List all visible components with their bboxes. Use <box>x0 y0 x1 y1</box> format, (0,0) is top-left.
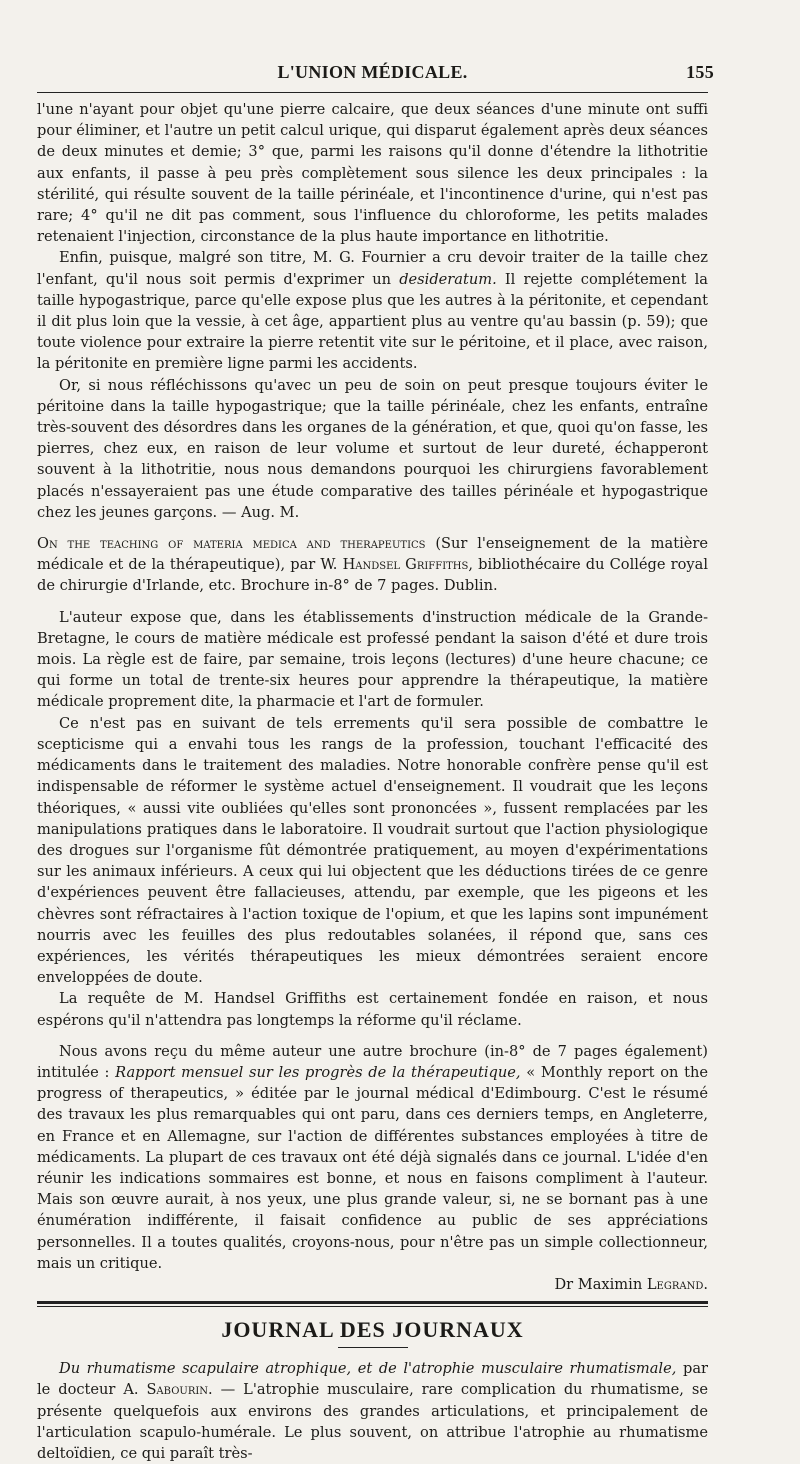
paragraph-course: L'auteur expose que, dans les établissements d'instruction médicale de la Grande-Bretagne, le cours de matière médicale est professé pendant la saison d'été et dure trois mois. La règle est de faire, par semaine, trois leçons (lectures) d'une heure chacune; ce qui forme un total de trente-six heures pour apprendre la thérapeutique, la matière médicale proprement dite, la pharmacie et l'art de formuler. <box>37 608 708 711</box>
journal-title: L'UNION MÉDICALE. <box>277 62 468 82</box>
review-title: On the teaching of materia medica and therapeutics <box>37 535 426 553</box>
paragraph-rhumatisme: Du rhumatisme scapulaire atrophique, et de l'atrophie musculaire rhumatismale, par le docteur A. Sabourin. — L'atrophie musculaire, rare complication du rhumatisme, se présente quelquefois aux environs des grandes articulations, et principalement de l'articulation scapulo-humérale. Le plus souvent, on attribue l'atrophie au rhumatisme deltoïdien, ce qui paraît très- <box>37 1360 708 1462</box>
header-rule <box>37 92 708 93</box>
review-heading: On the teaching of materia medica and therapeutics (Sur l'enseignement de la matière médicale et de la thérapeutique), par W. Handsel Griffiths, bibliothécaire du Collége royal de chirurgie d'Irlande, etc. Brochure in-8° de 7 pages. Dublin. <box>37 535 708 595</box>
page-number: 155 <box>686 62 714 82</box>
running-header <box>37 58 714 86</box>
review-author: Handsel Griffiths <box>342 556 469 574</box>
paragraph-desideratum: Enfin, puisque, malgré son titre, M. G. Fournier a cru devoir traiter de la taille chez l'enfant, qu'il nous soit permis d'exprimer un desideratum. Il rejette complétement la taille hypogastrique, parce qu'elle expose plus que les autres à la péritonite, et cependant il dit plus loin que la vessie, à cet âge, appartient plus au ventre qu'au bassin (p. 59); que toute violence pour extraire la pierre retentit vite sur le péritoine, et il place, avec raison, la péritonite en première ligne parmi les accidents. <box>37 249 708 373</box>
section-divider <box>37 1301 708 1307</box>
signature: Dr Maximin Legrand. <box>554 1275 708 1293</box>
paragraph-request: La requête de M. Handsel Griffiths est certainement fondée en raison, et nous espérons qu'il n'attendra pas longtemps la réforme qu'il réclame. <box>37 990 708 1029</box>
paragraph-conclusion: Or, si nous réfléchissons qu'avec un peu de soin on peut presque toujours éviter le péritoine dans la taille hypogastrique; que la taille périnéale, chez les enfants, entraîne très-souvent des désordres dans les organes de la génération, et que, quoi qu'on fasse, les pierres, chez eux, en raison de leur volume et surtout de leur dureté, échapperont souvent à la lithotritie, nous nous demandons pourquoi les chirurgiens favorablement placés n'essayeraient pas une étude comparative des tailles périnéale et hypogastrique chez les jeunes garçons. — Aug. M. <box>37 376 708 521</box>
paragraph-second-brochure: Nous avons reçu du même auteur une autre brochure (in-8° de 7 pages également) intitulée : Rapport mensuel sur les progrès de la thérapeutique, « Monthly report on the progress of therapeutics, » éditée par le journal médical d'Edimbourg. C'est le résumé des travaux les plus remarquables qui ont paru, dans ces derniers temps, en Angleterre, en France et en Allemagne, sur l'action de différentes substances employées à titre de médicaments. La plupart de ces travaux ont été déjà signalés dans ce journal. L'idée d'en réunir les indications sommaires est bonne, et nous en faisons compliment à l'auteur. Mais son œuvre aurait, à nos yeux, une plus grande valeur, si, ne se bornant pas à une énumération indifférente, il faisait confidence au public de ses appréciations personnelles. Il a toutes qualités, croyons-nous, pour n'être pas un simple collectionneur, mais un critique. <box>37 1042 708 1272</box>
section-title: JOURNAL DES JOURNAUX <box>221 1317 524 1343</box>
section-title-underline <box>338 1347 408 1348</box>
paragraph-scepticism: Ce n'est pas en suivant de tels errements qu'il sera possible de combattre le scepticisme qui a envahi tous les rangs de la profession, touchant l'efficacité des médicaments dans le traitement des maladies. Notre honorable confrère pense qu'il est indispensable de réformer le système actuel d'enseignement. Il voudrait que les leçons théoriques, « aussi vite oubliées qu'elles sont prononcées », fussent remplacées par les manipulations pratiques dans le laboratoire. Il voudrait surtout que l'action physiologique des drogues sur l'organisme fût démontrée pratiquement, au moyen d'expérimentations sur les animaux inférieurs. A ceux qui lui objectent que les déductions tirées de ce genre d'expériences peuvent être fallacieuses, attendu, par exemple, que les pigeons et les chèvres sont réfractaires à l'action toxique de l'opium, et que les lapins sont impunément nourris avec les feuilles des plus redoutables solanées, il répond que, sans ces expériences, les vérités thérapeutiques les mieux démontrées seraient encore enveloppées de doute. <box>37 714 708 987</box>
paragraph-continuation: l'une n'ayant pour objet qu'une pierre calcaire, que deux séances d'une minute ont suffi pour éliminer, et l'autre un petit calcul urique, qui disparut également après deux séances de deux minutes et demie; 3° que, parmi les raisons qu'il donne d'étendre la lithotritie aux enfants, il passe à peu près complètement sous silence les deux principales : la stérilité, qui résulte souvent de la taille périnéale, et l'incontinence d'urine, qui n'est pas rare; 4° qu'il ne dit pas comment, sous l'influence du chloroforme, les petits malades retenaient l'injection, circonstance de la plus haute importance en lithotritie. <box>37 101 708 246</box>
